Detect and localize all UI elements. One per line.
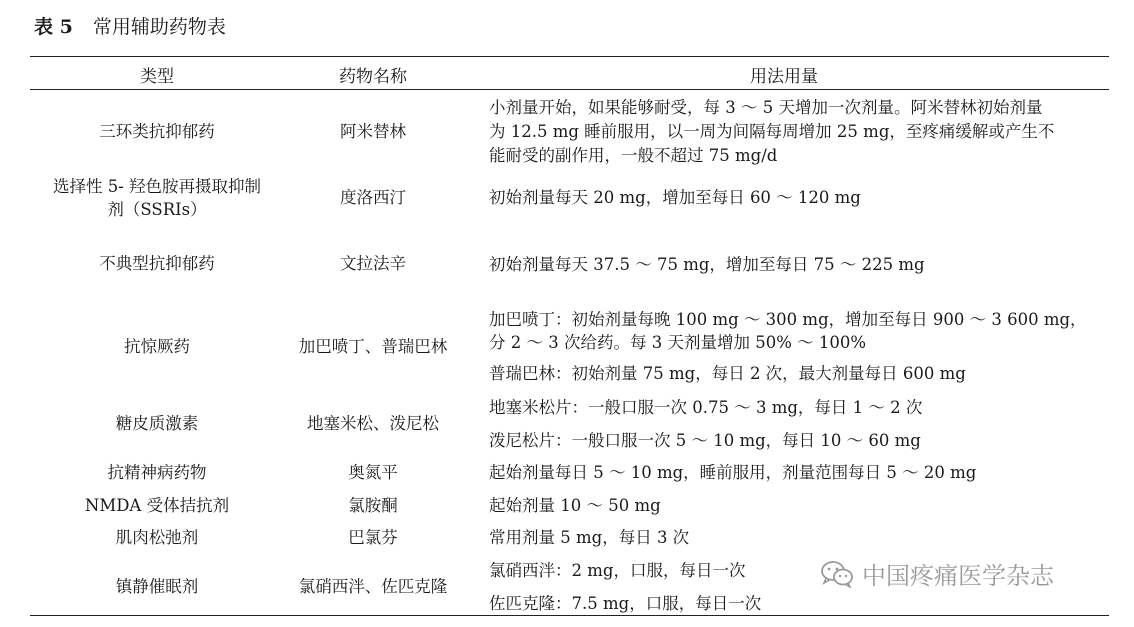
row-usage-line: 为 12.5 mg 睡前服用，以一周为间隔每周增加 25 mg，至疼痛缓解或产生不 (489, 122, 1055, 141)
row-usage-line: 常用剂量 5 mg，每日 3 次 (489, 528, 690, 547)
row-type: 三环类抗抑郁药 (99, 122, 215, 141)
row-usage-line: 起始剂量 10 ～ 50 mg (489, 496, 661, 515)
row-drug: 阿米替林 (340, 122, 406, 141)
watermark (820, 556, 1054, 591)
table-title: 常用辅助药物表 (92, 16, 226, 38)
row-usage-line: 氯硝西泮：2 mg，口服，每日一次 (489, 561, 746, 580)
row-type: 抗精神病药物 (107, 463, 207, 482)
row-type: 糖皮质激素 (115, 414, 199, 433)
row-drug: 地塞米松、泼尼松 (307, 414, 439, 433)
row-drug: 度洛西汀 (340, 188, 406, 207)
row-type: 镇静催眠剂 (115, 577, 199, 596)
row-usage-line: 初始剂量每天 37.5 ～ 75 mg，增加至每日 75 ～ 225 mg (489, 255, 925, 274)
row-drug: 文拉法辛 (340, 254, 406, 273)
row-drug: 巴氯芬 (348, 528, 398, 547)
row-usage-line: 能耐受的副作用，一般不超过 75 mg/d (489, 146, 778, 165)
header-type: 类型 (140, 67, 174, 87)
row-type: NMDA 受体拮抗剂 (84, 496, 230, 515)
watermark-text: 中国疼痛医学杂志 (862, 562, 1054, 590)
row-usage-line: 普瑞巴林：初始剂量 75 mg，每日 2 次，最大剂量每日 600 mg (489, 364, 966, 383)
row-usage-line: 起始剂量每日 5 ～ 10 mg，睡前服用，剂量范围每日 5 ～ 20 mg (489, 463, 977, 482)
wechat-icon (820, 560, 854, 588)
row-type: 选择性 5- 羟色胺再摄取抑制 (52, 177, 262, 196)
row-usage-line: 加巴喷丁：初始剂量每晚 100 mg ～ 300 mg，增加至每日 900 ～ 3 600 mg， (489, 310, 1087, 329)
top-rule (30, 56, 1109, 57)
row-usage-line: 泼尼松片：一般口服一次 5 ～ 10 mg，每日 10 ～ 60 mg (489, 431, 921, 450)
bottom-rule (30, 615, 1109, 616)
row-drug: 氯胺酮 (348, 496, 398, 515)
row-usage-line: 初始剂量每天 20 mg，增加至每日 60 ～ 120 mg (489, 188, 861, 207)
table-caption (34, 12, 226, 39)
row-usage-line: 小剂量开始，如果能够耐受，每 3 ～ 5 天增加一次剂量。阿米替林初始剂量 (489, 98, 1043, 117)
table-number: 表 5 (34, 16, 73, 38)
row-usage-line: 佐匹克隆：7.5 mg，口服，每日一次 (489, 594, 762, 613)
header-rule (30, 89, 1109, 90)
row-drug: 加巴喷丁、普瑞巴林 (298, 337, 448, 356)
row-drug: 奥氮平 (348, 463, 398, 482)
header-drug: 药物名称 (339, 67, 407, 87)
row-drug: 氯硝西泮、佐匹克隆 (298, 577, 448, 596)
header-usage: 用法用量 (750, 67, 818, 87)
row-usage-line: 地塞米松片：一般口服一次 0.75 ～ 3 mg，每日 1 ～ 2 次 (489, 398, 923, 417)
row-type: 不典型抗抑郁药 (99, 254, 215, 273)
row-usage-line: 分 2 ～ 3 次给药。每 3 天剂量增加 50% ～ 100% (489, 333, 867, 352)
row-type: 肌肉松弛剂 (115, 528, 199, 547)
row-type: 剂（SSRIs） (107, 200, 207, 219)
row-type: 抗惊厥药 (124, 337, 190, 356)
